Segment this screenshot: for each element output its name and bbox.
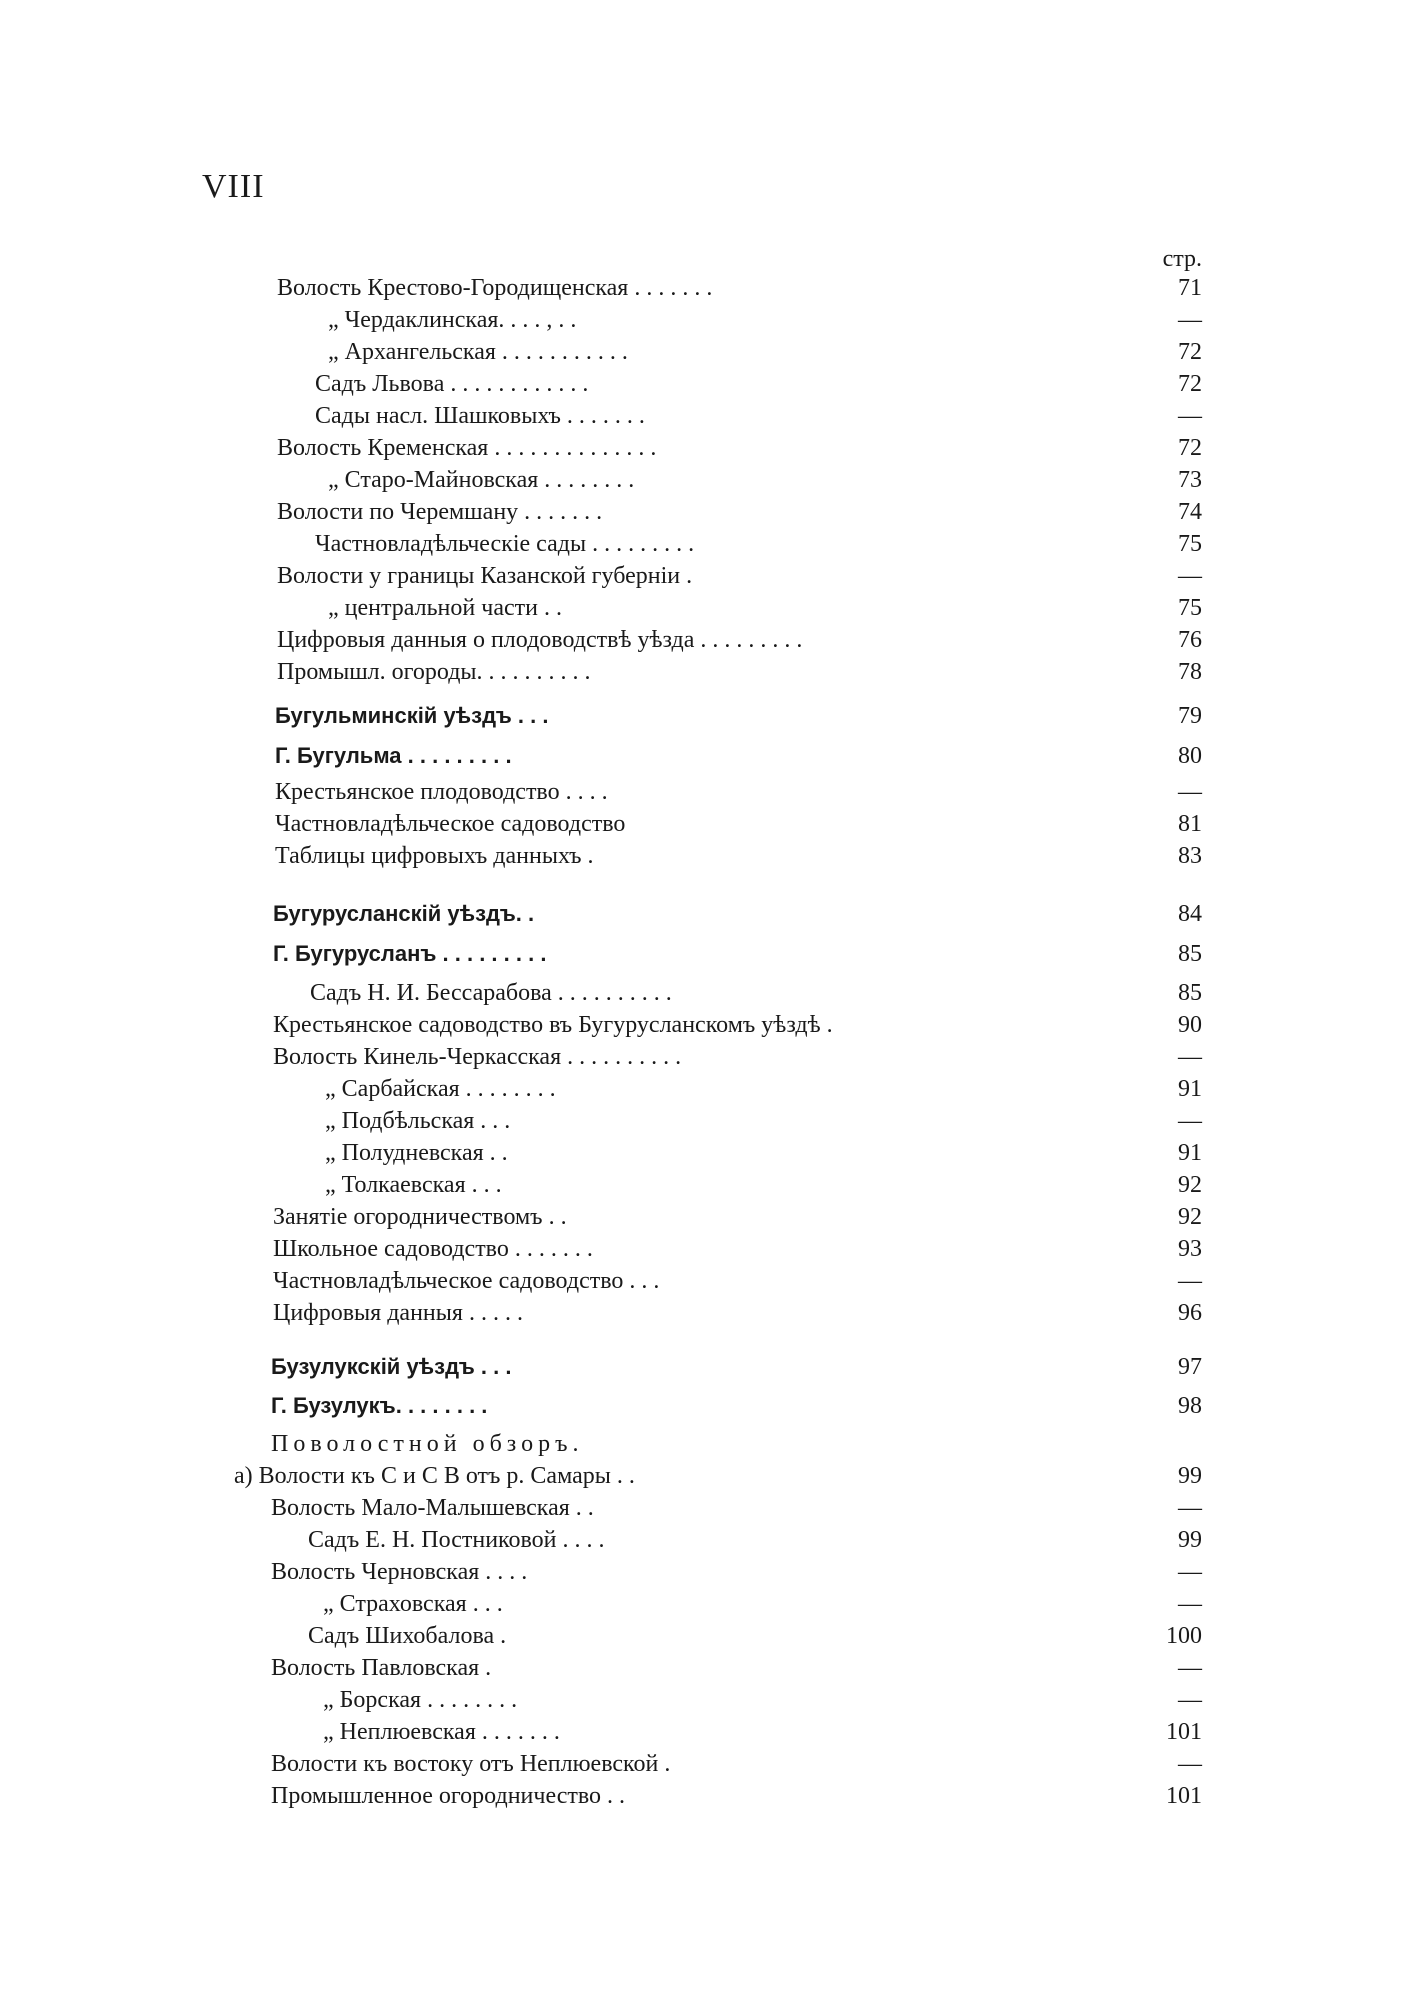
toc-entry-title: „ Старо-Майновская . . . . . . . .: [328, 467, 635, 493]
toc-city-heading[interactable]: [0, 938, 1404, 970]
toc-entry[interactable]: [0, 624, 1404, 656]
toc-entry-title: Г. Бузулукъ. . . . . . . .: [271, 1393, 488, 1418]
toc-entry-page: 72: [1178, 371, 1202, 397]
toc-entry[interactable]: [0, 656, 1404, 688]
toc-entry-title: „ Чердаклинская. . . . , . .: [328, 307, 577, 333]
toc-entry-page: 98: [1178, 1393, 1202, 1419]
toc-entry-page: 92: [1178, 1172, 1202, 1198]
toc-entry[interactable]: [0, 1524, 1404, 1556]
toc-entry-page: 96: [1178, 1300, 1202, 1326]
toc-entry[interactable]: [0, 840, 1404, 872]
toc-entry-page: 72: [1178, 339, 1202, 365]
toc-entry-page: 72: [1178, 435, 1202, 461]
toc-entry[interactable]: [0, 776, 1404, 808]
toc-entry-title: Волости по Черемшану . . . . . . .: [277, 499, 603, 525]
toc-entry-page: 97: [1178, 1354, 1202, 1380]
toc-entry-title: Цифровыя данныя . . . . .: [273, 1300, 523, 1326]
toc-entry-title: Садъ Шихобалова .: [308, 1623, 507, 1649]
toc-entry-title: Промышленное огородничество . .: [271, 1783, 626, 1809]
toc-section-heading[interactable]: [0, 700, 1404, 732]
toc-entry[interactable]: [0, 1588, 1404, 1620]
toc-entry-title: Цифровыя данныя о плодоводствѣ уѣзда . . . . . . . . .: [277, 627, 803, 653]
toc-entry-title: „ Страховская . . .: [323, 1591, 503, 1617]
toc-entry-title: Г. Бугульма . . . . . . . . .: [275, 743, 512, 768]
toc-entry-page: 81: [1178, 811, 1202, 837]
toc-entry-title: Крестьянское садоводство въ Бугурусланскомъ уѣздѣ .: [273, 1012, 833, 1038]
toc-entry[interactable]: [0, 977, 1404, 1009]
toc-entry-title: „ центральной части . .: [328, 595, 562, 621]
toc-entry-page: 84: [1178, 901, 1202, 927]
toc-entry-title: Сады насл. Шашковыхъ . . . . . . .: [315, 403, 645, 429]
toc-entry-page: 93: [1178, 1236, 1202, 1262]
toc-entry-page: 78: [1178, 659, 1202, 685]
toc-entry-title: Поволостной обзоръ.: [271, 1431, 584, 1457]
toc-entry-title: „ Сарбайская . . . . . . . .: [325, 1076, 556, 1102]
toc-entry[interactable]: [0, 1137, 1404, 1169]
toc-entry-title: „ Неплюевская . . . . . . .: [323, 1719, 560, 1745]
toc-entry-page: 101: [1166, 1783, 1202, 1809]
toc-entry-title: Занятіе огородничествомъ . .: [273, 1204, 567, 1230]
toc-entry-page: —: [1178, 1655, 1202, 1681]
toc-entry-title: „ Толкаевская . . .: [325, 1172, 502, 1198]
toc-entry-page: —: [1178, 403, 1202, 429]
toc-entry-title: Садъ Е. Н. Постниковой . . . .: [308, 1527, 605, 1553]
toc-entry[interactable]: [0, 1297, 1404, 1329]
toc-entry-title: а) Волости къ С и С В отъ р. Самары . .: [234, 1463, 635, 1489]
toc-entry[interactable]: [0, 1716, 1404, 1748]
toc-entry[interactable]: [0, 560, 1404, 592]
toc-entry[interactable]: [0, 336, 1404, 368]
toc-city-heading[interactable]: [0, 740, 1404, 772]
toc-entry-title: „ Полудневская . .: [325, 1140, 508, 1166]
toc-entry-page: 100: [1166, 1623, 1202, 1649]
page-column-header: стр.: [1162, 246, 1202, 272]
toc-entry-title: Волость Павловская .: [271, 1655, 492, 1681]
toc-entry[interactable]: [0, 1780, 1404, 1812]
toc-entry-title: Промышл. огороды. . . . . . . . . .: [277, 659, 591, 685]
toc-entry-page: —: [1178, 307, 1202, 333]
toc-entry-title: Волость Кинель-Черкасская . . . . . . . . . .: [273, 1044, 682, 1070]
toc-entry-title: Садъ Львова . . . . . . . . . . . .: [315, 371, 589, 397]
toc-entry[interactable]: [0, 1233, 1404, 1265]
toc-entry-title: Волость Крестово-Городищенская . . . . . . .: [277, 275, 713, 301]
toc-entry[interactable]: [0, 304, 1404, 336]
toc-section-heading[interactable]: [0, 898, 1404, 930]
toc-entry[interactable]: [0, 1265, 1404, 1297]
toc-entry[interactable]: [0, 272, 1404, 304]
toc-entry-page: 91: [1178, 1076, 1202, 1102]
toc-entry-page: 85: [1178, 941, 1202, 967]
toc-entry[interactable]: [0, 1105, 1404, 1137]
toc-entry-page: 75: [1178, 595, 1202, 621]
toc-entry-page: 101: [1166, 1719, 1202, 1745]
toc-entry[interactable]: [0, 1684, 1404, 1716]
toc-entry[interactable]: [0, 464, 1404, 496]
toc-city-heading[interactable]: [0, 1390, 1404, 1422]
toc-entry-page: —: [1178, 1268, 1202, 1294]
toc-entry-title: Бугурусланскій уѣздъ. .: [273, 901, 535, 926]
toc-entry-title: Бузулукскій уѣздъ . . .: [271, 1354, 512, 1379]
toc-entry[interactable]: [0, 1201, 1404, 1233]
toc-entry-title: Крестьянское плодоводство . . . .: [275, 779, 608, 805]
toc-entry-title: Частновладѣльческіе сады . . . . . . . . .: [315, 531, 695, 557]
toc-entry[interactable]: [0, 1748, 1404, 1780]
toc-entry-page: —: [1178, 1751, 1202, 1777]
toc-entry-title: Школьное садоводство . . . . . . .: [273, 1236, 593, 1262]
toc-entry[interactable]: [0, 592, 1404, 624]
toc-entry-title: Садъ Н. И. Бессарабова . . . . . . . . . .: [310, 980, 672, 1006]
toc-entry-page: —: [1178, 1495, 1202, 1521]
toc-entry-page: —: [1178, 1559, 1202, 1585]
toc-entry-page: —: [1178, 779, 1202, 805]
toc-entry-page: 92: [1178, 1204, 1202, 1230]
toc-entry[interactable]: [0, 1073, 1404, 1105]
toc-entry-title: „ Подбѣльская . . .: [325, 1108, 511, 1134]
toc-entry-title: Волости къ востоку отъ Неплюевской .: [271, 1751, 671, 1777]
toc-entry[interactable]: [0, 496, 1404, 528]
toc-entry-page: 71: [1178, 275, 1202, 301]
toc-entry-page: 90: [1178, 1012, 1202, 1038]
toc-entry[interactable]: [0, 1169, 1404, 1201]
toc-entry-page: 91: [1178, 1140, 1202, 1166]
toc-entry-page: —: [1178, 563, 1202, 589]
toc-entry[interactable]: [0, 1009, 1404, 1041]
toc-entry-title: Частновладѣльческое садоводство: [275, 811, 626, 837]
toc-entry-page: 76: [1178, 627, 1202, 653]
toc-entry[interactable]: [0, 1556, 1404, 1588]
toc-entry[interactable]: [0, 1460, 1404, 1492]
toc-entry-page: 73: [1178, 467, 1202, 493]
toc-entry[interactable]: [0, 400, 1404, 432]
toc-entry-page: 85: [1178, 980, 1202, 1006]
toc-entry[interactable]: [0, 1620, 1404, 1652]
toc-entry-title: „ Борская . . . . . . . .: [323, 1687, 518, 1713]
toc-entry-page: 99: [1178, 1527, 1202, 1553]
page-number: VIII: [202, 168, 265, 205]
toc-entry-title: Г. Бугурусланъ . . . . . . . . .: [273, 941, 547, 966]
toc-entry-title: Волости у границы Казанской губерніи .: [277, 563, 693, 589]
toc-entry-page: 75: [1178, 531, 1202, 557]
toc-entry-page: 83: [1178, 843, 1202, 869]
toc-entry[interactable]: [0, 808, 1404, 840]
toc-entry-page: —: [1178, 1108, 1202, 1134]
toc-entry[interactable]: [0, 368, 1404, 400]
toc-entry-page: —: [1178, 1044, 1202, 1070]
toc-subheading: [0, 1428, 1404, 1460]
toc-entry[interactable]: [0, 1652, 1404, 1684]
toc-entry[interactable]: [0, 1492, 1404, 1524]
toc-entry-title: Бугульминскій уѣздъ . . .: [275, 703, 549, 728]
toc-entry-title: Частновладѣльческое садоводство . . .: [273, 1268, 660, 1294]
toc-section-heading[interactable]: [0, 1351, 1404, 1383]
toc-entry[interactable]: [0, 1041, 1404, 1073]
toc-entry-title: Волость Кременская . . . . . . . . . . . . . .: [277, 435, 657, 461]
toc-entry-page: —: [1178, 1591, 1202, 1617]
toc-entry-page: 99: [1178, 1463, 1202, 1489]
toc-entry-title: Волость Черновская . . . .: [271, 1559, 528, 1585]
toc-entry-page: —: [1178, 1687, 1202, 1713]
toc-entry-page: 80: [1178, 743, 1202, 769]
toc-entry[interactable]: [0, 528, 1404, 560]
toc-entry-title: „ Архангельская . . . . . . . . . . .: [328, 339, 628, 365]
toc-entry[interactable]: [0, 432, 1404, 464]
toc-entry-page: 74: [1178, 499, 1202, 525]
toc-entry-page: 79: [1178, 703, 1202, 729]
toc-entry-title: Волость Мало-Малышевская . .: [271, 1495, 594, 1521]
toc-entry-title: Таблицы цифровыхъ данныхъ .: [275, 843, 594, 869]
